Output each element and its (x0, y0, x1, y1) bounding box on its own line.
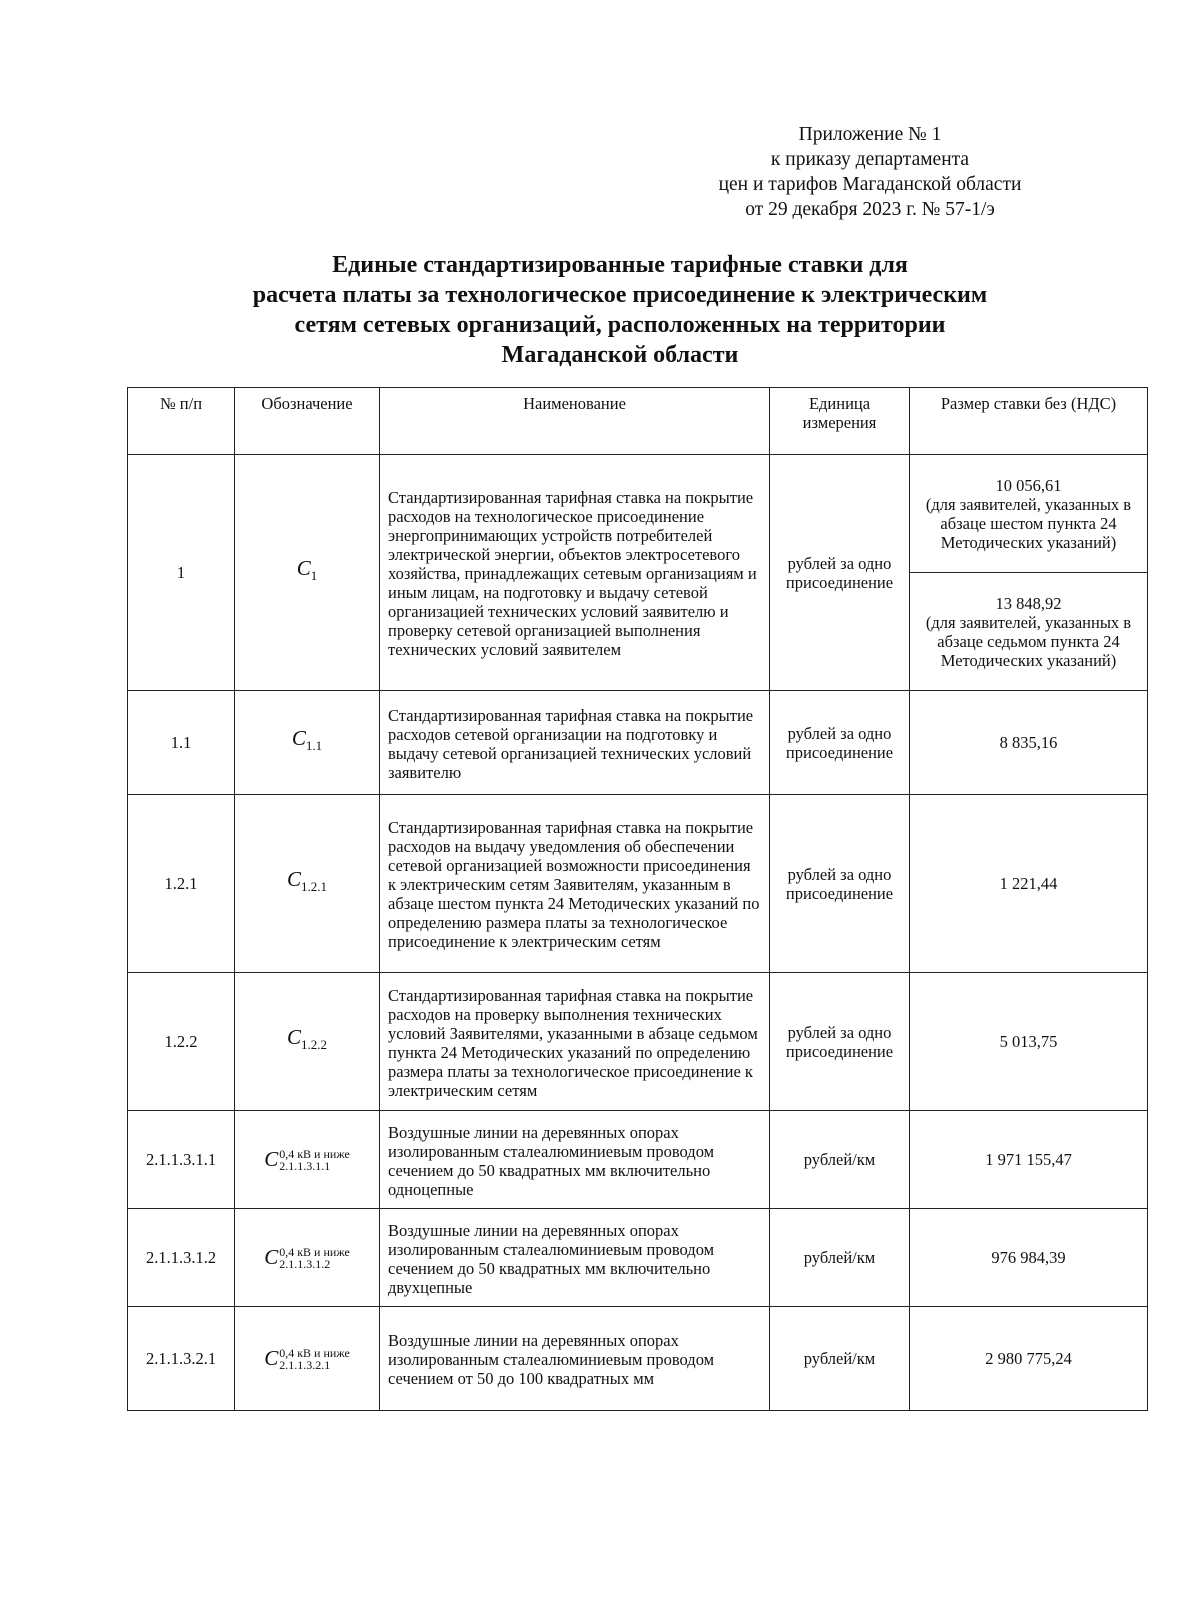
row-number: 1 (128, 455, 235, 691)
header-name: Наименование (380, 388, 770, 455)
table-header-row (128, 388, 1148, 455)
row-unit: рублей за одно присоединение (770, 455, 910, 691)
title-line: сетям сетевых организаций, расположенных на территории (294, 312, 946, 338)
row-number: 1.1 (128, 691, 235, 795)
row-name: Воздушные линии на деревянных опорах изолированным сталеалюминиевым проводом сечением от 50 до 100 квадратных мм (380, 1307, 770, 1411)
row-number: 1.2.2 (128, 973, 235, 1111)
row-rate: 1 221,44 (910, 795, 1148, 973)
rate-note: (для заявителей, указанных в абзаце шестом пункта 24 Методических указаний) (925, 494, 1132, 552)
row-unit: рублей/км (770, 1209, 910, 1307)
row-rate: 8 835,16 (910, 691, 1148, 795)
table-row (128, 1307, 1148, 1411)
row-rate: 2 980 775,24 (910, 1307, 1148, 1411)
table-row (128, 795, 1148, 973)
row-unit: рублей за одно присоединение (770, 691, 910, 795)
row-rate-a (910, 455, 1148, 573)
row-symbol: C 0,4 кВ и ниже 2.1.1.3.1.1 (235, 1111, 380, 1209)
row-number: 2.1.1.3.1.1 (128, 1111, 235, 1209)
title-line: Магаданской области (501, 342, 739, 368)
row-unit: рублей/км (770, 1111, 910, 1209)
row-name: Стандартизированная тарифная ставка на покрытие расходов на проверку выполнения технических условий Заявителями, указанными в абзаце седьмом пункта 24 Методических указаний по определению размера платы за технологическое присоединение к электрическим сетям (380, 973, 770, 1111)
table-row (128, 1111, 1148, 1209)
header-unit: Единица измерения (770, 388, 910, 455)
header-symbol: Обозначение (235, 388, 380, 455)
row-symbol: $C_{1.1}$ (235, 691, 380, 795)
row-unit: рублей за одно присоединение (770, 795, 910, 973)
row-symbol: $C_1$ (235, 455, 380, 691)
document-title (200, 250, 1040, 370)
row-unit: рублей/км (770, 1307, 910, 1411)
row-number: 2.1.1.3.1.2 (128, 1209, 235, 1307)
row-name: Воздушные линии на деревянных опорах изолированным сталеалюминиевым проводом сечением до 50 квадратных мм включительно двухцепные (380, 1209, 770, 1307)
appendix-date: от 29 декабря 2023 г. № 57-1/э (745, 199, 995, 220)
row-symbol: C 0,4 кВ и ниже 2.1.1.3.1.2 (235, 1209, 380, 1307)
table-row (128, 973, 1148, 1111)
appendix-department: цен и тарифов Магаданской области (718, 174, 1022, 195)
header-rate: Размер ставки без (НДС) (910, 388, 1148, 455)
rate-note: (для заявителей, указанных в абзаце седьмом пункта 24 Методических указаний) (925, 612, 1132, 670)
appendix-title: Приложение № 1 (798, 124, 942, 145)
row-rate: 976 984,39 (910, 1209, 1148, 1307)
row-number: 2.1.1.3.2.1 (128, 1307, 235, 1411)
rate-value: 10 056,61 (995, 475, 1062, 495)
table-row (128, 455, 1148, 573)
row-symbol: $C_{1.2.2}$ (235, 973, 380, 1111)
table-row (128, 691, 1148, 795)
row-rate: 5 013,75 (910, 973, 1148, 1111)
appendix-header (690, 122, 1050, 222)
title-line: расчета платы за технологическое присоединение к электрическим (252, 282, 988, 308)
table-row (128, 1209, 1148, 1307)
row-symbol: $C_{1.2.1}$ (235, 795, 380, 973)
tariff-rates-table (127, 387, 1148, 1411)
header-num: № п/п (128, 388, 235, 455)
rate-value: 13 848,92 (995, 593, 1062, 613)
row-rate-b (910, 573, 1148, 691)
row-name: Стандартизированная тарифная ставка на покрытие расходов на технологическое присоединение энергопринимающих устройств потребителей электрической энергии, объектов электросетевого хозяйства, принадлежащих сетевым организациям и иным лицам, на подготовку и выдачу сетевой организацией технических условий заявителю и проверку сетевой организацией выполнения технических условий заявителем (380, 455, 770, 691)
title-line: Единые стандартизированные тарифные ставки для (332, 252, 908, 278)
appendix-ref: к приказу департамента (770, 149, 970, 170)
row-number: 1.2.1 (128, 795, 235, 973)
row-unit: рублей за одно присоединение (770, 973, 910, 1111)
row-name: Стандартизированная тарифная ставка на покрытие расходов на выдачу уведомления об обеспечении сетевой организацией возможности присоединения к электрическим сетям Заявителям, указанным в абзаце шестом пункта 24 Методических указаний по определению размера платы за технологическое присоединение к электрическим сетям (380, 795, 770, 973)
row-symbol: C 0,4 кВ и ниже 2.1.1.3.2.1 (235, 1307, 380, 1411)
row-name: Стандартизированная тарифная ставка на покрытие расходов сетевой организации на подготовку и выдачу сетевой организацией технических условий заявителю (380, 691, 770, 795)
row-name: Воздушные линии на деревянных опорах изолированным сталеалюминиевым проводом сечением до 50 квадратных мм включительно одноцепные (380, 1111, 770, 1209)
row-rate: 1 971 155,47 (910, 1111, 1148, 1209)
